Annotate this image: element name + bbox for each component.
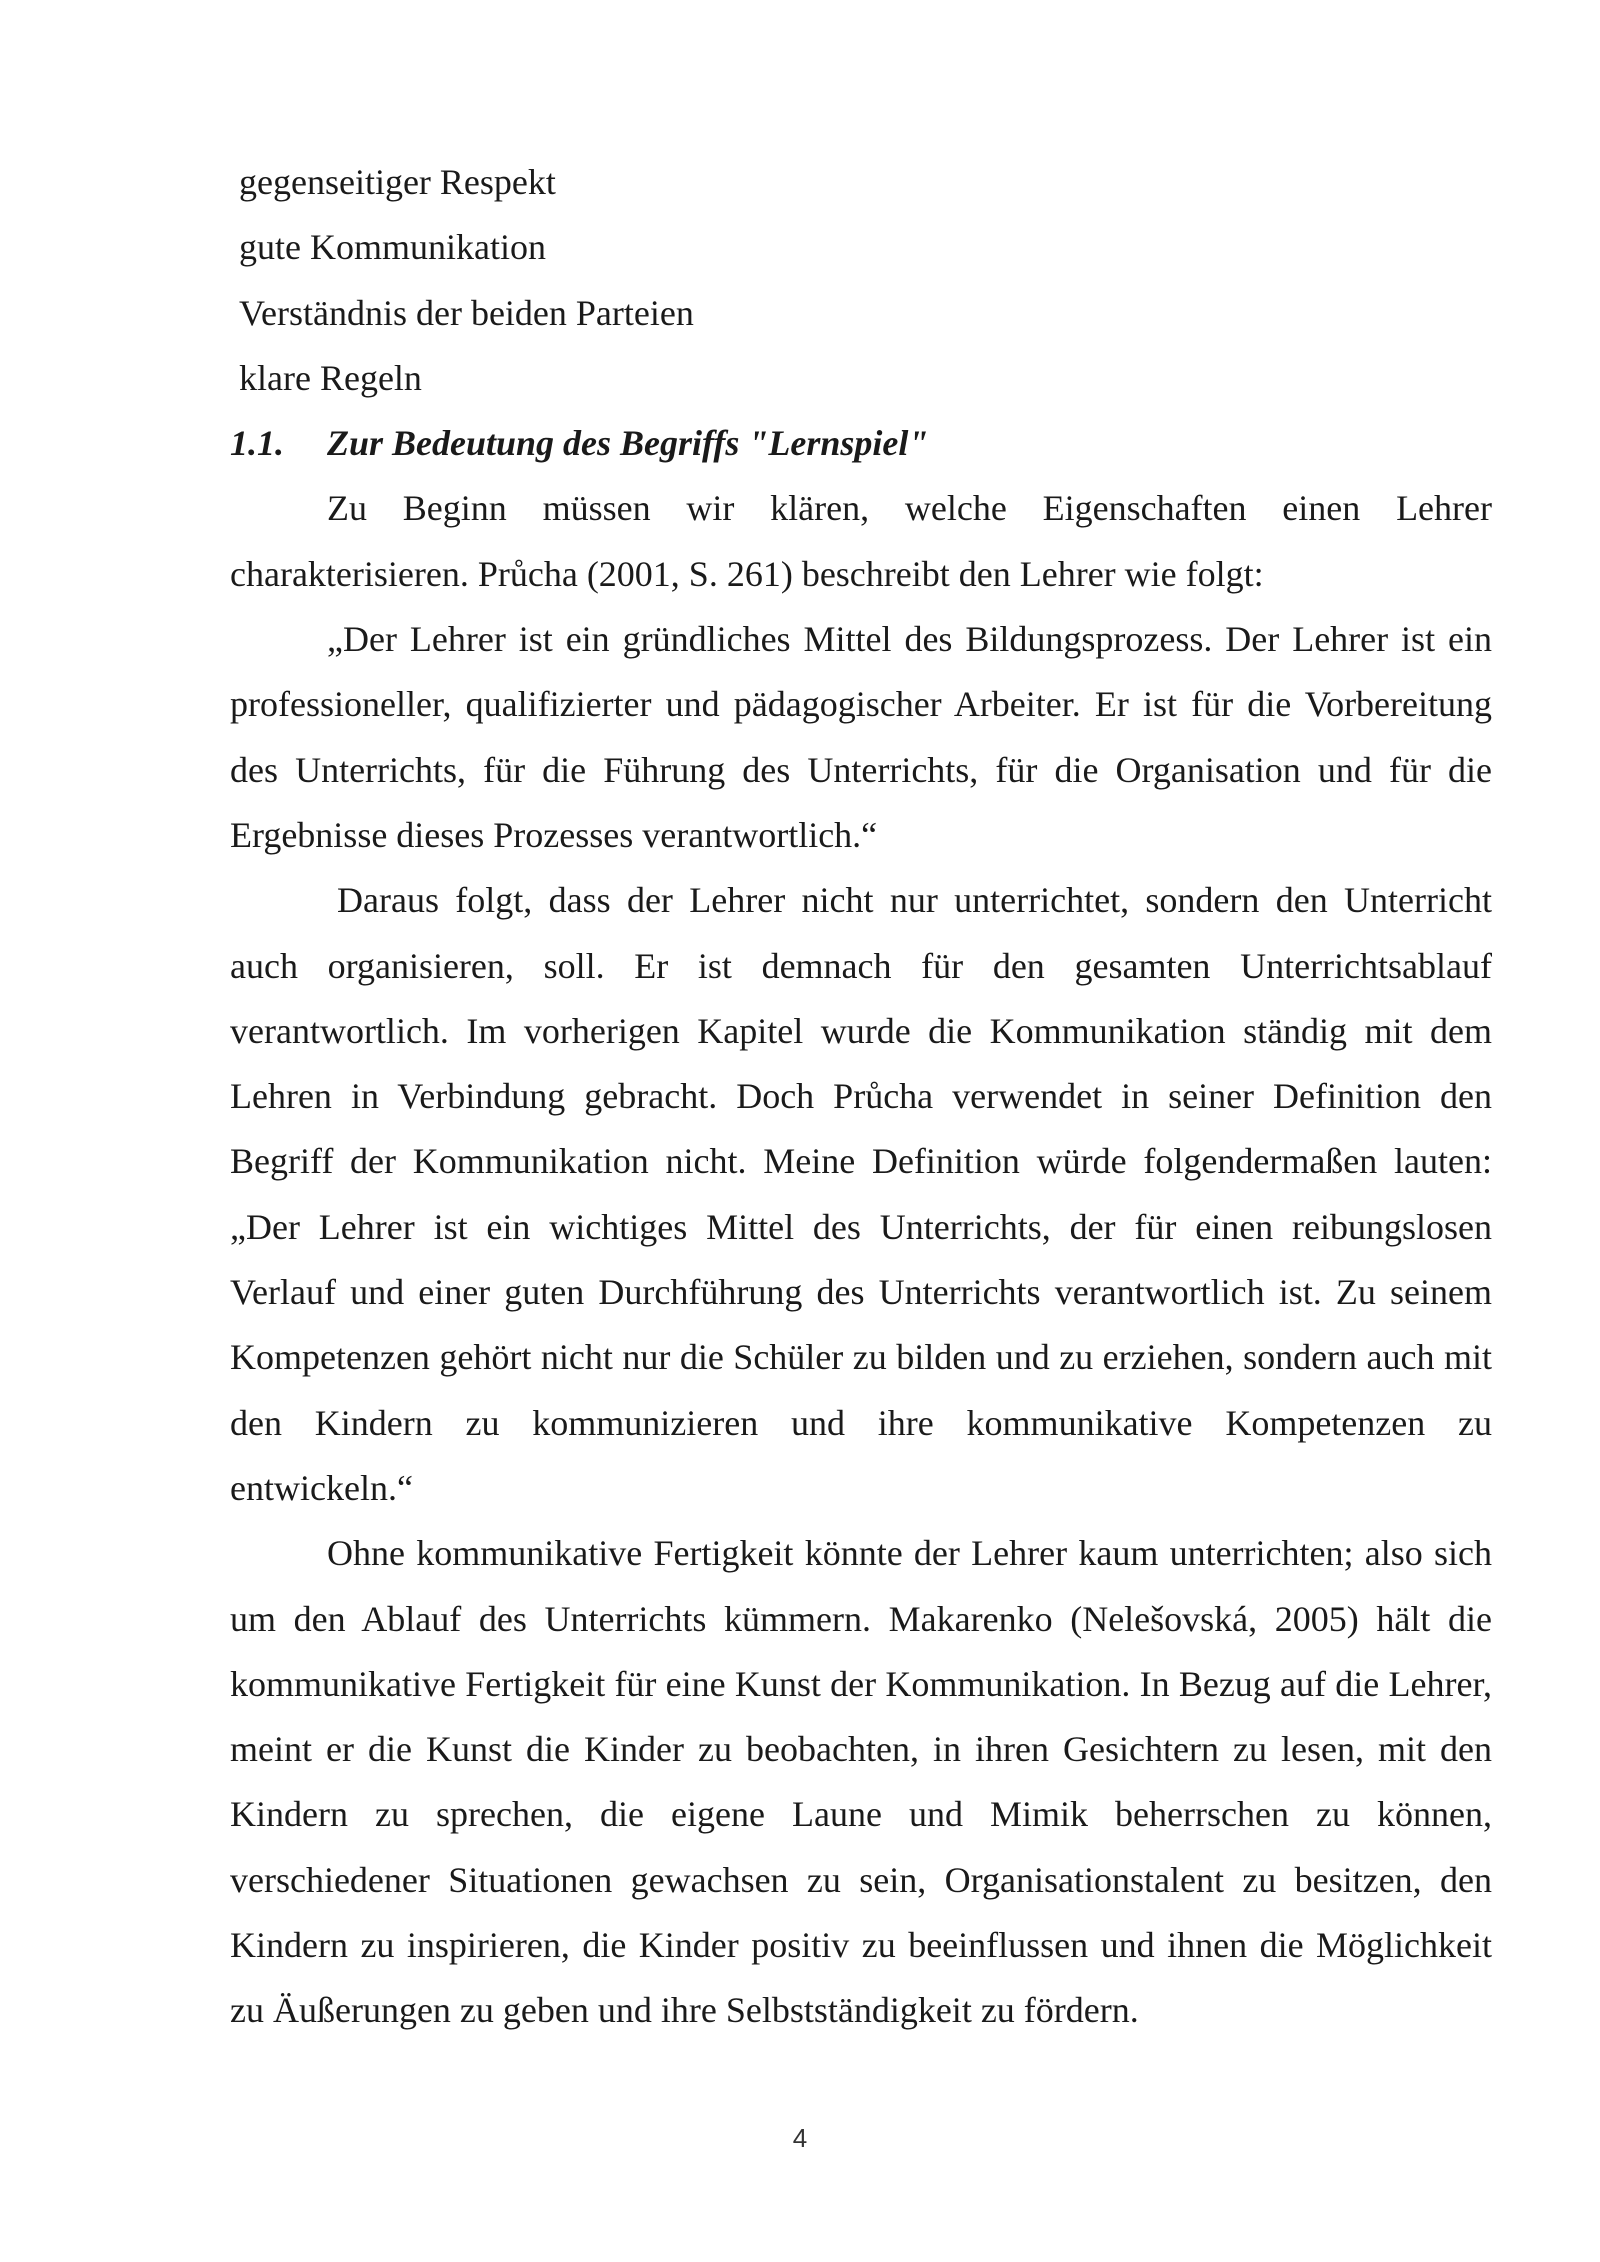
paragraph-definition: Daraus folgt, dass der Lehrer nicht nur unterrichtet, sondern den Unterricht auch organisieren, soll. Er ist demnach für den gesamten Unterrichtsablauf verantwortlich. Im vorherigen Kapitel wurde die Kommunikation ständig mit dem Lehren in Verbindung gebracht. Doch Průcha verwendet in seiner Definition den Begriff der Kommunikation nicht. Meine Definition würde folgendermaßen lauten: „Der Lehrer ist ein wichtiges Mittel des Unterrichts, der für einen reibungslosen Verlauf und einer guten Durchführung des Unterrichts verantwortlich ist. Zu seinem Kompetenzen gehört nicht nur die Schüler zu bilden und zu erziehen, sondern auch mit den Kindern zu kommunizieren und ihre kommunikative Kompetenzen zu entwickeln.“ (230, 880, 1492, 1508)
page-number: 4 (792, 2123, 808, 2153)
paragraph-communication: Ohne kommunikative Fertigkeit könnte der Lehrer kaum unterrichten; also sich um den Ablauf des Unterrichts kümmern. Makarenko (Nelešovská, 2005) hält die kommunikative Fertigkeit für eine Kunst der Kommunikation. In Bezug auf die Lehrer, meint er die Kunst die Kinder zu beobachten, in ihren Gesichtern zu lesen, mit den Kindern zu sprechen, die eigene Laune und Mimik beherrschen zu können, verschiedener Situationen gewachsen zu sein, Organisationstalent zu besitzen, den Kindern zu inspirieren, die Kinder positiv zu beeinflussen und ihnen die Möglichkeit zu Äußerungen zu geben und ihre Selbstständigkeit zu fördern. (230, 1533, 1492, 2031)
list-item: klare Regeln (239, 357, 422, 398)
document-page (230, 150, 1492, 2044)
list-item: gegenseitiger Respekt (239, 162, 556, 202)
list-item: Verständnis der beiden Parteien (239, 292, 694, 333)
paragraph-quote: „Der Lehrer ist ein gründliches Mittel des Bildungsprozess. Der Lehrer ist ein professioneller, qualifizierter und pädagogischer Arbeiter. Er ist für die Vorbereitung des Unterrichts, für die Führung des Unterrichts, für die Organisation und für die Ergebnisse dieses Prozesses verantwortlich.“ (230, 619, 1492, 855)
section-number: 1.1. (230, 423, 284, 464)
paragraph-intro: Zu Beginn müssen wir klären, welche Eigenschaften einen Lehrer charakterisieren. Průcha (2001, S. 261) beschreibt den Lehrer wie folgt: (230, 488, 1492, 594)
list-item: gute Kommunikation (239, 227, 546, 268)
section-heading (230, 411, 1492, 476)
section-title: Zur Bedeutung des Begriffs "Lernspiel" (327, 423, 929, 464)
